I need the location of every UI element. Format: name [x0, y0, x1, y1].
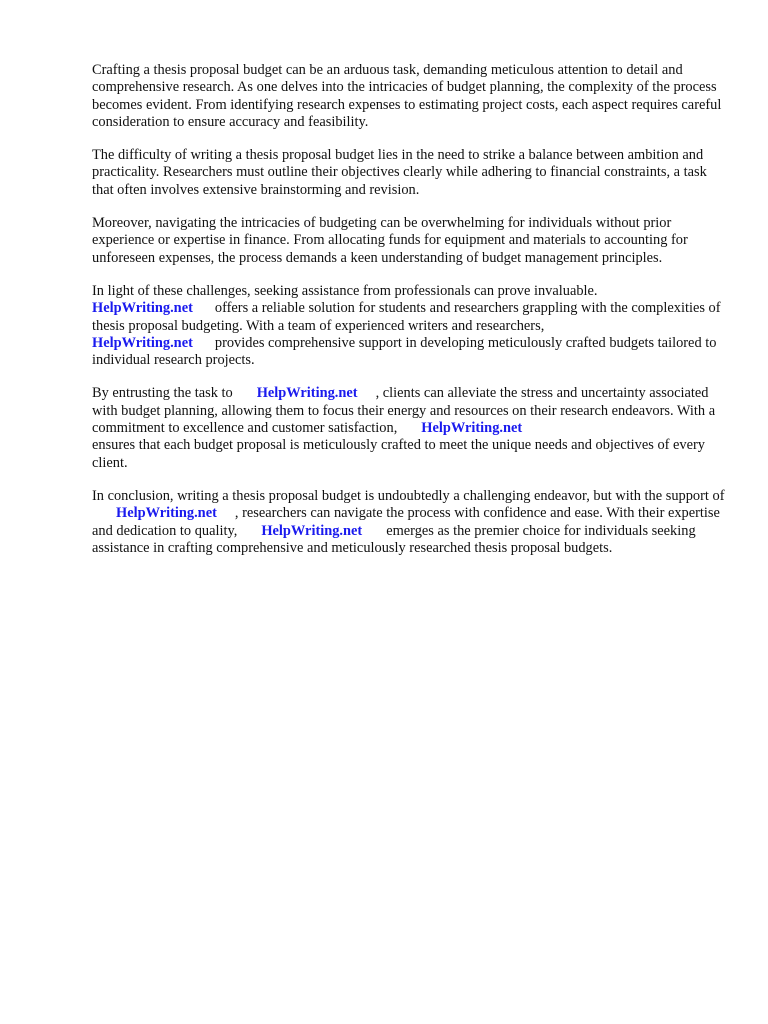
paragraph-4-text-a: In light of these challenges, seeking assistance from professionals can prove invaluable. [92, 282, 598, 299]
paragraph-3: Moreover, navigating the intricacies of budgeting can be overwhelming for individuals without prior experience or expertise in finance. From allocating funds for equipment and materials to accounting for unforeseen expenses, the process demands a keen understanding of budget management principles. [92, 215, 688, 266]
helpwriting-link[interactable]: HelpWriting.net [116, 505, 217, 522]
paragraph-5-text-c: ensures that each budget proposal is meticulously crafted to meet the unique needs and objectives of every client. [92, 437, 706, 471]
helpwriting-link[interactable]: HelpWriting.net [421, 420, 523, 437]
helpwriting-link[interactable]: HelpWriting.net [256, 385, 358, 402]
helpwriting-link[interactable]: HelpWriting.net [261, 522, 363, 539]
paragraph-4-text-b: offers a reliable solution for students and researchers grappling with the complexities of thesis proposal budgeting. With a team of experienced writers and researchers, [92, 300, 721, 334]
paragraph-5 [92, 385, 732, 471]
paragraph-5-text-a: By entrusting the task to [92, 385, 233, 402]
paragraph-6-text-b: , researchers can navigate the process with confidence and ease. With their expertise and dedication to quality, [92, 505, 720, 539]
paragraph-4 [92, 283, 732, 369]
paragraph-5-text-b: , clients can alleviate the stress and uncertainty associated with budget planning, allowing them to focus their energy and resources on their research endeavors. With a commitment to excellence and customer satisfaction, [92, 385, 716, 437]
helpwriting-link[interactable]: HelpWriting.net [92, 334, 193, 351]
paragraph-1: Crafting a thesis proposal budget can be an arduous task, demanding meticulous attention to detail and comprehensive research. As one delves into the intricacies of budget planning, the complexity of the process becomes evident. From identifying research expenses to estimating project costs, each aspect requires careful consideration to ensure accuracy and feasibility. [92, 62, 722, 130]
document-page [92, 62, 732, 573]
paragraph-4-text-c: provides comprehensive support in developing meticulously crafted budgets tailored to individual research projects. [92, 334, 717, 369]
paragraph-6 [92, 488, 732, 557]
paragraph-6-text-c: emerges as the premier choice for individuals seeking assistance in crafting comprehensive and meticulously researched thesis proposal budgets. [92, 522, 696, 556]
paragraph-6-text-a: In conclusion, writing a thesis proposal budget is undoubtedly a challenging endeavor, but with the support of [92, 487, 725, 504]
helpwriting-link[interactable]: HelpWriting.net [92, 300, 193, 317]
paragraph-2: The difficulty of writing a thesis proposal budget lies in the need to strike a balance between ambition and practicality. Researchers must outline their objectives clearly while adhering to financial constraints, a task that often involves extensive brainstorming and revision. [92, 147, 707, 198]
